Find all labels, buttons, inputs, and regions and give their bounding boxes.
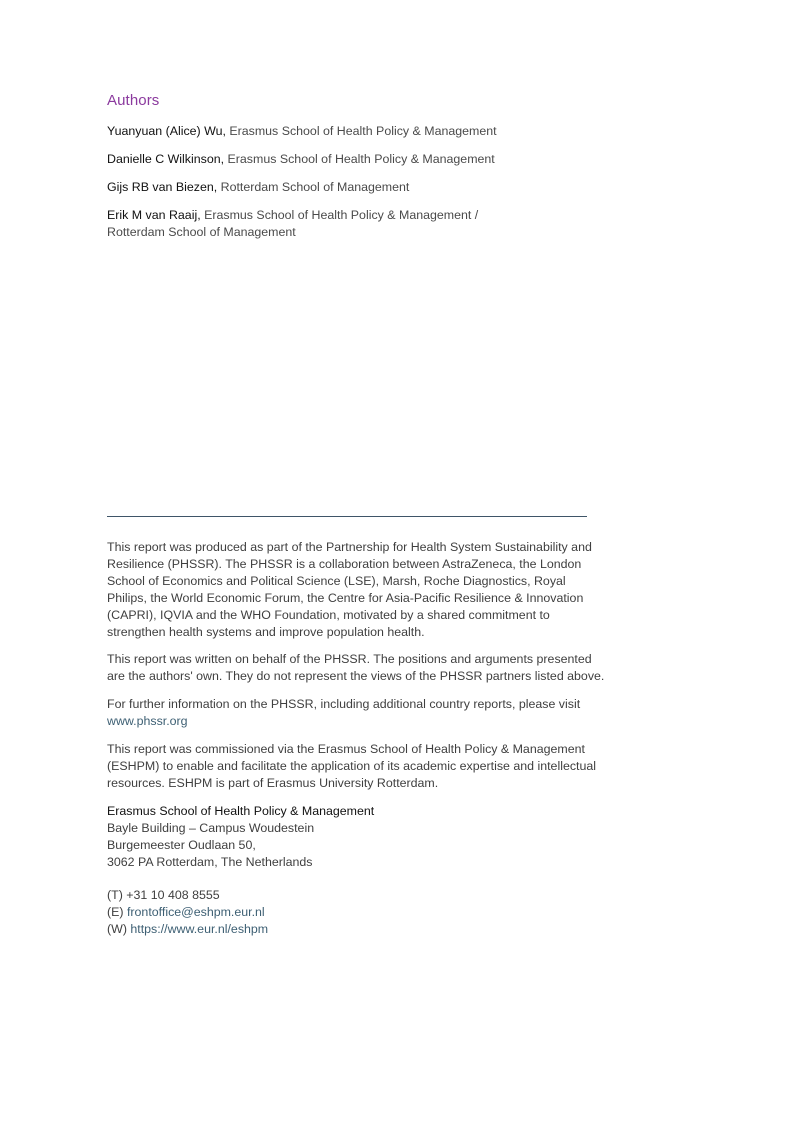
- email-link[interactable]: frontoffice@eshpm.eur.nl: [126, 905, 265, 920]
- web-label: (W): [107, 922, 131, 937]
- author-entry: [107, 151, 607, 168]
- author-name: Gijs RB van Biezen,: [107, 180, 218, 194]
- website-link[interactable]: https://www.eur.nl/eshpm: [130, 922, 269, 937]
- address-line: Bayle Building – Campus Woudestein: [107, 820, 315, 835]
- address-line: Burgemeester Oudlaan 50,: [107, 837, 256, 852]
- author-affiliation: Rotterdam School of Management: [217, 180, 410, 194]
- contact-email: [107, 904, 607, 921]
- phssr-description: This report was produced as part of the Partnership for Health System Sustainability and Resilience (PHSSR). The PHSSR is a collaboration between AstraZeneca, the London School of Economics and Political Science (LSE), Marsh, Roche Diagnostics, Royal Philips, the World Economic Forum, the Centre for Asia-Pacific Resilience & Innovation (CAPRI), IQVIA and the WHO Foundation, motivated by a shared commitment to strengthen health systems and improve population health.: [107, 540, 592, 639]
- author-affiliation: Erasmus School of Health Policy & Management: [225, 124, 497, 138]
- address-line: 3062 PA Rotterdam, The Netherlands: [107, 854, 313, 869]
- phone-label: (T): [107, 888, 127, 903]
- further-info-paragraph: [107, 696, 607, 730]
- postal-address: [107, 803, 607, 871]
- disclaimer-paragraph: This report was written on behalf of the PHSSR. The positions and arguments presented are the authors' own. They do not represent the views of the PHSSR partners listed above.: [107, 652, 605, 684]
- commission-paragraph: This report was commissioned via the Erasmus School of Health Policy & Management (ESHPM) to enable and facilitate the application of its academic expertise and intellectual resources. ESHPM is part of Erasmus University Rotterdam.: [107, 742, 597, 790]
- author-entry: [107, 179, 607, 196]
- authors-heading: Authors: [107, 92, 160, 109]
- author-affiliation: Erasmus School of Health Policy & Management: [224, 152, 495, 166]
- author-entry: [107, 207, 517, 241]
- authors-list: [107, 123, 607, 252]
- section-divider: [107, 516, 587, 517]
- phssr-link[interactable]: www.phssr.org: [107, 714, 188, 729]
- contact-details: [107, 887, 607, 938]
- further-info-text: For further information on the PHSSR, including additional country reports, please visit: [107, 697, 581, 712]
- contact-web: [107, 921, 607, 938]
- author-name: Erik M van Raaij,: [107, 208, 201, 222]
- report-info: [107, 539, 607, 938]
- author-affiliation: Erasmus School of Health Policy & Management / Rotterdam School of Management: [107, 208, 479, 239]
- address-organisation: Erasmus School of Health Policy & Management: [107, 803, 375, 818]
- author-name: Danielle C Wilkinson,: [107, 152, 225, 166]
- contact-phone: [107, 887, 607, 904]
- author-name: Yuanyuan (Alice) Wu,: [107, 124, 226, 138]
- phone-number: +31 10 408 8555: [126, 888, 220, 903]
- author-entry: [107, 123, 607, 140]
- email-label: (E): [107, 905, 127, 920]
